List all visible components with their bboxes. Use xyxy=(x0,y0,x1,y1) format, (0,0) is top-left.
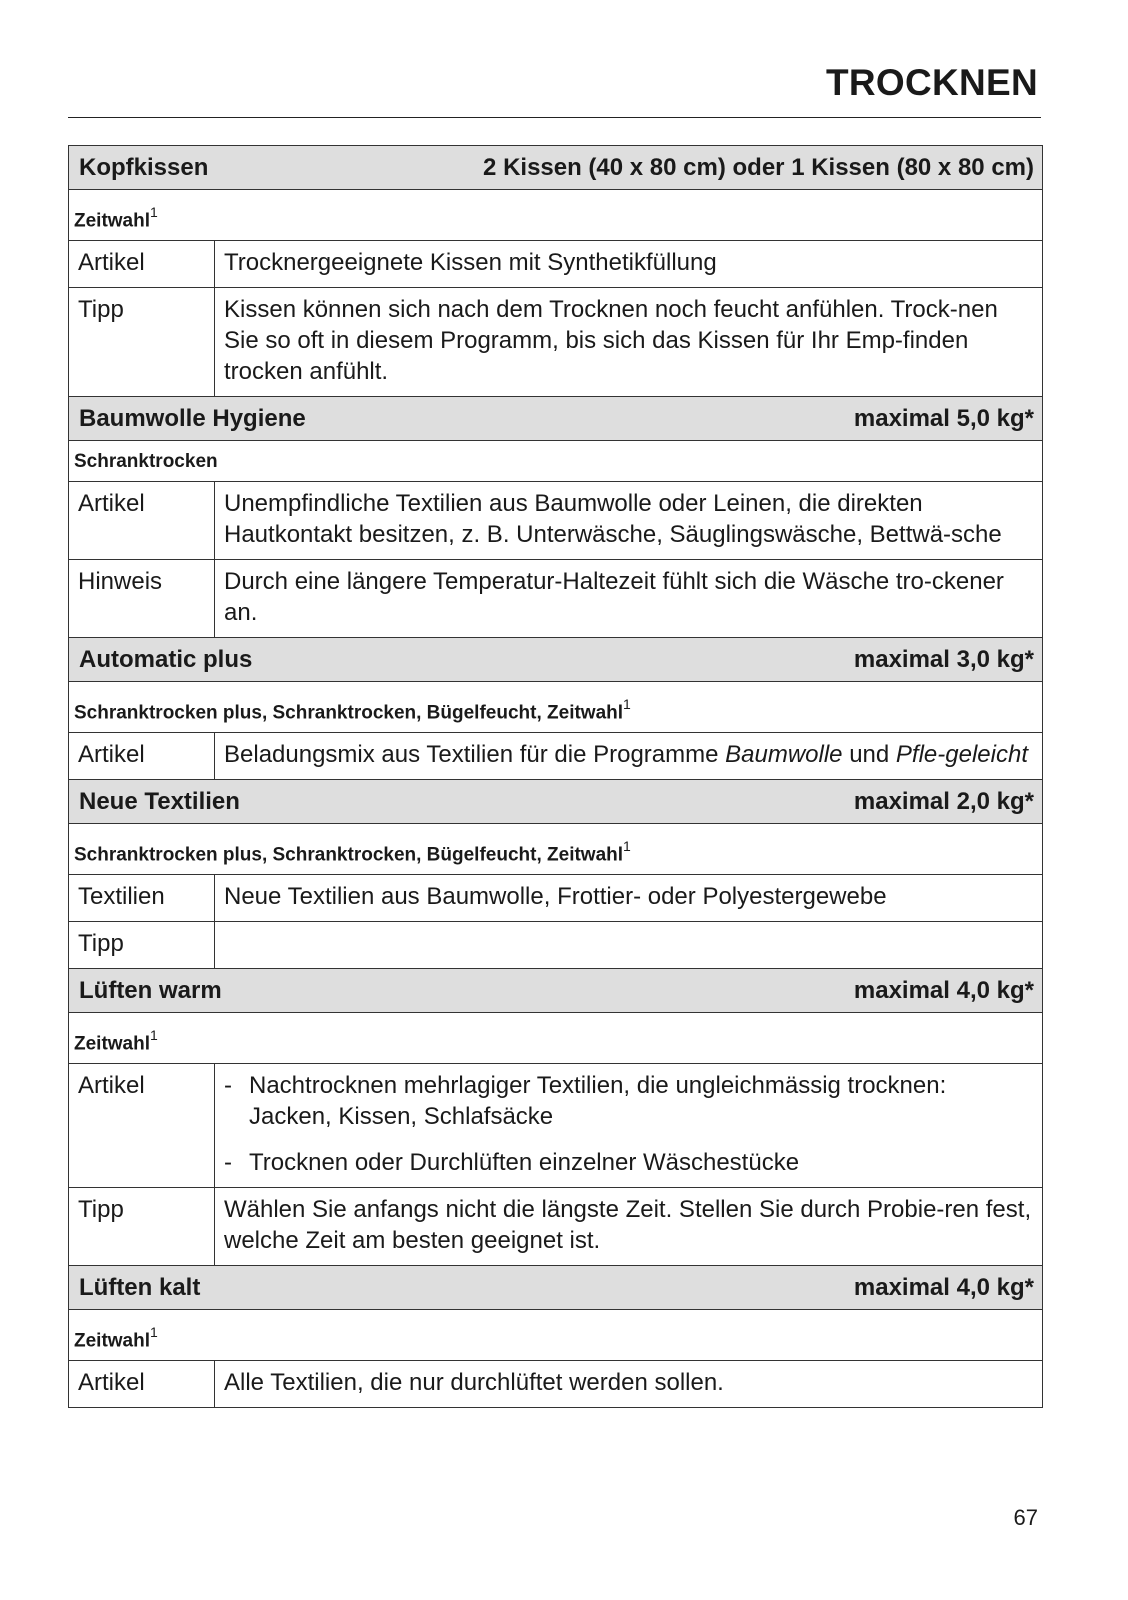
table-row xyxy=(69,733,1043,780)
bullet-text: Trocknen oder Durchlüften einzelner Wäschestücke xyxy=(249,1149,800,1176)
footnote-marker: 1 xyxy=(623,695,631,712)
page-number: 67 xyxy=(1013,1505,1038,1530)
program-ref: Pfle-geleicht xyxy=(895,741,1028,768)
row-label: Artikel xyxy=(69,1361,215,1408)
program-table xyxy=(68,145,1043,1408)
program-options-row xyxy=(69,682,1043,733)
program-name: Lüften kalt xyxy=(79,1273,201,1301)
program-options-row xyxy=(69,1013,1043,1064)
program-name: Lüften warm xyxy=(79,976,222,1004)
program-name: Automatic plus xyxy=(79,645,253,673)
row-label: Artikel xyxy=(69,1064,215,1188)
program-load: maximal 4,0 kg* xyxy=(853,976,1034,1004)
table-row xyxy=(69,241,1043,288)
row-text xyxy=(215,922,1043,969)
row-text: Wählen Sie anfangs nicht die längste Zeit. Stellen Sie durch Probie-ren fest, welche Zeit am besten geeignet ist. xyxy=(215,1188,1043,1266)
program-load: maximal 4,0 kg* xyxy=(853,1273,1034,1301)
table-row xyxy=(69,560,1043,638)
program-options: Schranktrocken xyxy=(74,451,218,472)
page-title: TROCKNEN xyxy=(825,62,1038,103)
program-options: Zeitwahl xyxy=(74,210,151,231)
program-options: Zeitwahl xyxy=(74,1033,151,1054)
row-bullets xyxy=(215,1064,1043,1188)
table-row xyxy=(69,875,1043,922)
program-options-row xyxy=(69,1310,1043,1361)
footnote-marker: 1 xyxy=(623,837,631,854)
program-header-row xyxy=(69,969,1043,1013)
row-text: Durch eine längere Temperatur-Haltezeit fühlt sich die Wäsche tro-ckener an. xyxy=(215,560,1043,638)
program-name: Baumwolle Hygiene xyxy=(79,404,306,432)
row-label: Tipp xyxy=(69,288,215,397)
program-header-row xyxy=(69,397,1043,441)
program-load: maximal 2,0 kg* xyxy=(853,787,1034,815)
row-text: Alle Textilien, die nur durchlüftet werden sollen. xyxy=(215,1361,1043,1408)
row-label: Hinweis xyxy=(69,560,215,638)
bullet-dash: - xyxy=(224,1149,232,1176)
table-row xyxy=(69,1064,1043,1188)
program-name: Neue Textilien xyxy=(79,787,240,815)
bullet-dash: - xyxy=(224,1072,232,1099)
program-ref: Baumwolle xyxy=(725,741,843,768)
program-options-row xyxy=(69,441,1043,482)
program-load: maximal 5,0 kg* xyxy=(853,404,1034,432)
row-label: Artikel xyxy=(69,241,215,288)
table-row xyxy=(69,922,1043,969)
program-options-row xyxy=(69,824,1043,875)
program-header-row xyxy=(69,780,1043,824)
program-options: Schranktrocken plus, Schranktrocken, Bügelfeucht, Zeitwahl xyxy=(74,844,624,865)
row-label: Textilien xyxy=(69,875,215,922)
program-options: Schranktrocken plus, Schranktrocken, Bügelfeucht, Zeitwahl xyxy=(74,702,624,723)
row-text: Unempfindliche Textilien aus Baumwolle oder Leinen, die direkten Hautkontakt besitzen, z. B. Unterwäsche, Säuglingswäsche, Bettwä-sche xyxy=(215,482,1043,560)
table-row xyxy=(69,288,1043,397)
bullet-item xyxy=(224,1070,1034,1132)
table-row xyxy=(69,482,1043,560)
program-options-row xyxy=(69,190,1043,241)
row-label: Artikel xyxy=(69,733,215,780)
row-text xyxy=(215,733,1043,780)
row-text: Neue Textilien aus Baumwolle, Frottier- oder Polyestergewebe xyxy=(215,875,1043,922)
bullet-text: Nachtrocknen mehrlagiger Textilien, die ungleichmässig trocknen: Jacken, Kissen, Schlafsäcke xyxy=(249,1072,947,1130)
program-header-row xyxy=(69,1266,1043,1310)
row-label: Tipp xyxy=(69,1188,215,1266)
footnote-marker: 1 xyxy=(150,1026,158,1043)
program-header-row xyxy=(69,638,1043,682)
program-header-row xyxy=(69,146,1043,190)
program-load: maximal 3,0 kg* xyxy=(853,645,1034,673)
row-text: Kissen können sich nach dem Trocknen noch feucht anfühlen. Trock-nen Sie so oft in diesem Programm, bis sich das Kissen für Ihr Emp-finden trocken anfühlt. xyxy=(215,288,1043,397)
text-part: und xyxy=(842,741,896,768)
bullet-item xyxy=(224,1147,1034,1178)
program-load: 2 Kissen (40 x 80 cm) oder 1 Kissen (80 x 80 cm) xyxy=(483,153,1034,181)
footnote-marker: 1 xyxy=(150,203,158,220)
table-row xyxy=(69,1361,1043,1408)
title-rule xyxy=(68,117,1041,118)
row-text: Trocknergeeignete Kissen mit Synthetikfüllung xyxy=(215,241,1043,288)
text-part: Beladungsmix aus Textilien für die Programme xyxy=(224,741,726,768)
table-row xyxy=(69,1188,1043,1266)
row-label: Artikel xyxy=(69,482,215,560)
footnote-marker: 1 xyxy=(150,1323,158,1340)
program-name: Kopfkissen xyxy=(79,153,209,181)
row-label: Tipp xyxy=(69,922,215,969)
program-options: Zeitwahl xyxy=(74,1330,151,1351)
